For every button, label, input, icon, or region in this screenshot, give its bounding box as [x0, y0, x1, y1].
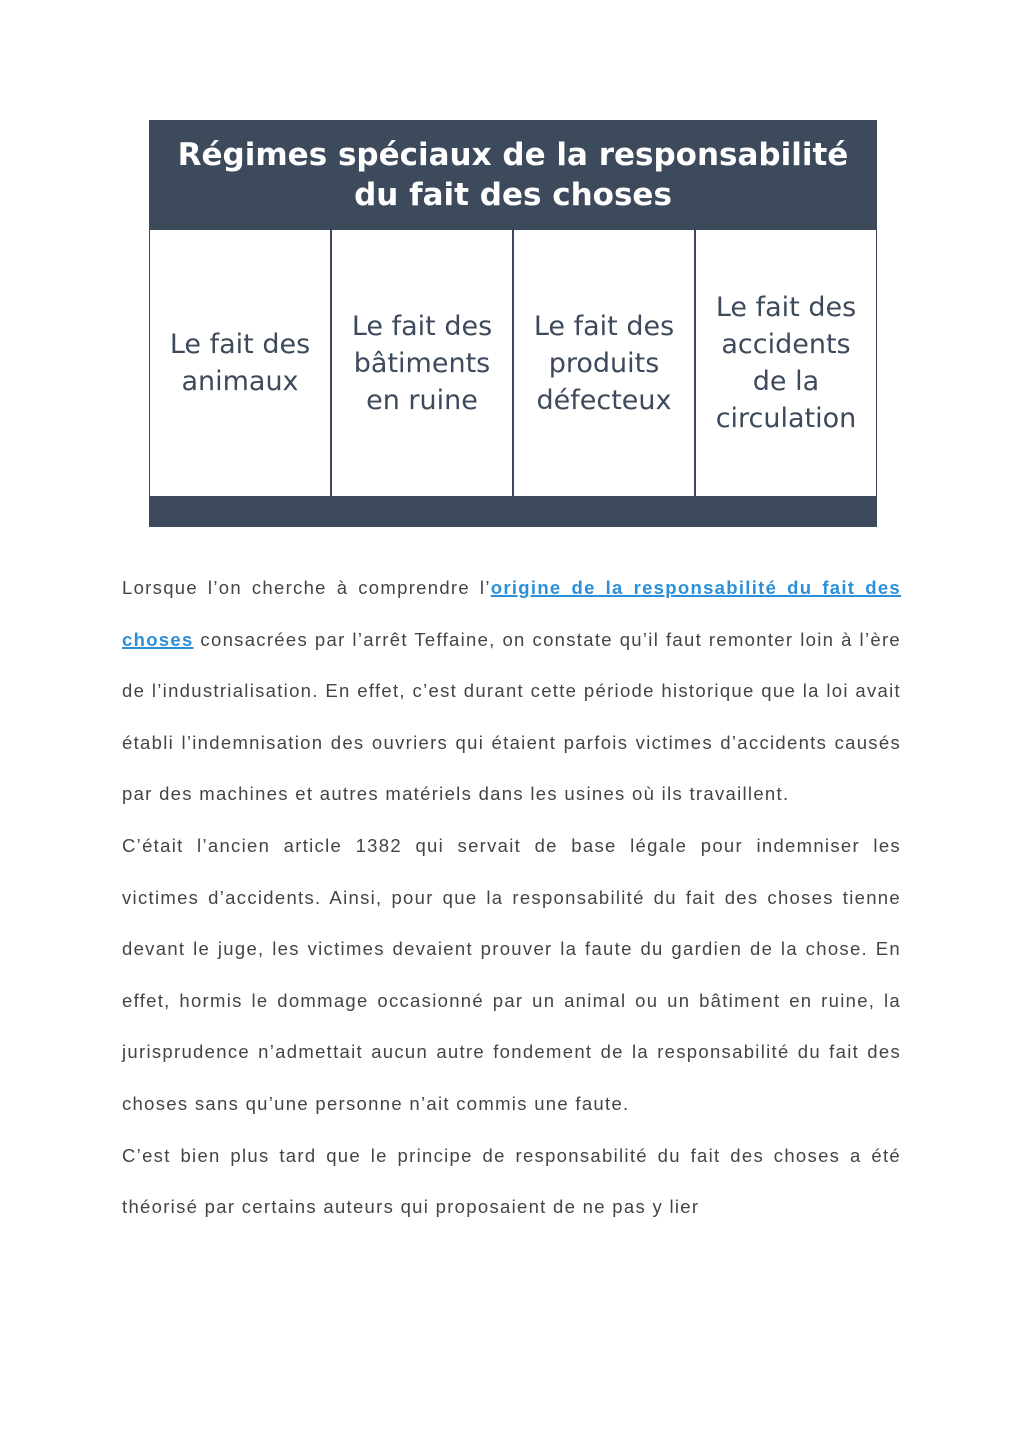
paragraph-1-rest: consacrées par l’arrêt Teffaine, on constate qu’il faut remonter loin à l’ère de l’industrialisation. En effet, c’est durant cette période historique que la loi avait établi l’indemnisation des ouvriers qui étaient parfois victimes d’accidents causés par des machines et autres matériels dans les usines où ils travaillent.: [122, 628, 901, 805]
origine-responsabilite-link[interactable]: origine de la responsabilité du fait des choses: [122, 577, 901, 650]
cell-batiments: Le fait des bâtiments en ruine: [332, 230, 512, 496]
paragraph-1: [122, 562, 901, 820]
diagram-cells: [149, 230, 877, 496]
paragraph-2: C’était l’ancien article 1382 qui servait de base légale pour indemniser les victimes d’accidents. Ainsi, pour que la responsabilité du fait des choses tienne devant le juge, les victimes devaient prouver la faute du gardien de la chose. En effet, hormis le dommage occasionné par un animal ou un bâtiment en ruine, la jurisprudence n’admettait aucun autre fondement de la responsabilité du fait des choses sans qu’une personne n’ait commis une faute.: [122, 834, 901, 1114]
cell-produits: Le fait des produits défecteux: [514, 230, 694, 496]
paragraph-3: C’est bien plus tard que le principe de responsabilité du fait des choses a été théorisé par certains auteurs qui proposaient de ne pas y lier: [122, 1144, 901, 1218]
cell-accidents: Le fait des accidents de la circulation: [696, 230, 876, 496]
regimes-diagram: [149, 120, 877, 527]
cell-animaux: Le fait des animaux: [150, 230, 330, 496]
paragraph-1-intro: Lorsque l’on cherche à comprendre l’: [122, 577, 491, 598]
article-body: [122, 562, 901, 1233]
diagram-title: Régimes spéciaux de la responsabilité du fait des choses: [177, 137, 849, 213]
